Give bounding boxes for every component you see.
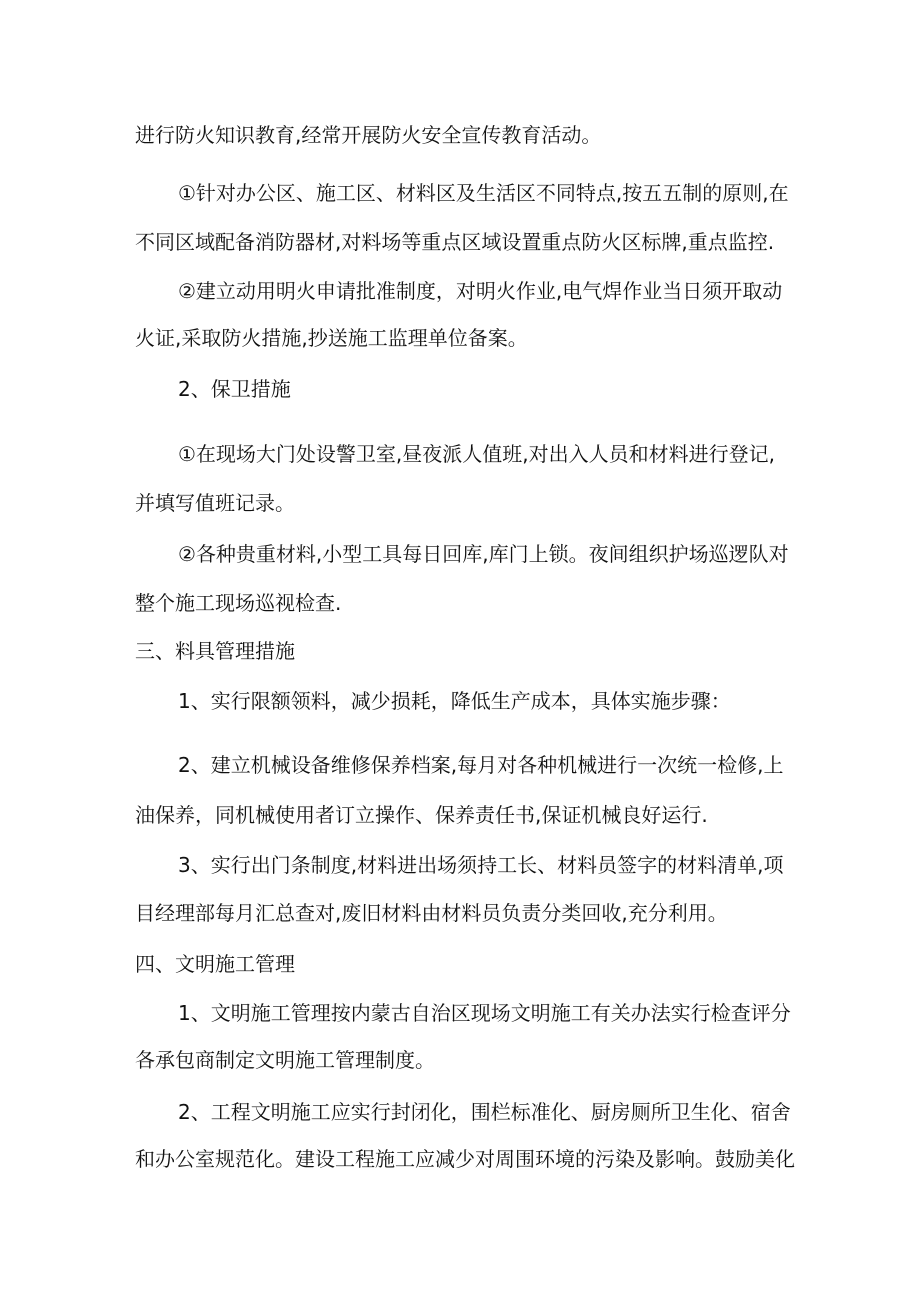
text-line: 1、文明施工管理按内蒙古自治区现场文明施工有关办法实行检查评分 <box>178 1001 791 1025</box>
section-heading: 四、文明施工管理 <box>135 952 295 976</box>
text-line: 整个施工现场巡视检查. <box>135 591 342 615</box>
text-line: ②建立动用明火申请批准制度，对明火作业,电气焊作业当日须开取动 <box>178 279 783 303</box>
text-line: 2、工程文明施工应实行封闭化，围栏标准化、厨房厕所卫生化、宿舍 <box>178 1100 791 1124</box>
text-line: ①在现场大门处设警卫室,昼夜派人值班,对出入人员和材料进行登记, <box>178 442 776 466</box>
text-line: 并填写值班记录。 <box>135 491 295 515</box>
text-line: 3、实行出门条制度,材料进出场须持工长、材料员签字的材料清单,项 <box>178 853 784 877</box>
text-line: 1、实行限额领料，减少损耗，降低生产成本，具体实施步骤： <box>178 689 731 713</box>
text-line: 火证,采取防火措施,抄送施工监理单位备案。 <box>135 326 528 350</box>
text-line: 和办公室规范化。建设工程施工应减少对周围环境的污染及影响。鼓励美化 <box>135 1147 795 1171</box>
text-line: 各承包商制定文明施工管理制度。 <box>135 1048 435 1072</box>
text-line: 目经理部每月汇总查对,废旧材料由材料员负责分类回收,充分利用。 <box>135 901 728 925</box>
text-line: ②各种贵重材料,小型工具每日回库,库门上锁。夜间组织护场巡逻队对 <box>178 542 789 566</box>
text-line: 进行防火知识教育,经常开展防火安全宣传教育活动。 <box>135 123 602 147</box>
section-heading: 三、料具管理措施 <box>135 639 295 663</box>
text-line: 油保养，同机械使用者订立操作、保养责任书,保证机械良好运行. <box>135 803 708 827</box>
section-heading: 2、保卫措施 <box>178 377 291 401</box>
text-line: 2、建立机械设备维修保养档案,每月对各种机械进行一次统一检修,上 <box>178 753 784 777</box>
text-line: 不同区域配备消防器材,对料场等重点区域设置重点防火区标牌,重点监控. <box>135 230 775 254</box>
text-line: ①针对办公区、施工区、材料区及生活区不同特点,按五五制的原则,在 <box>178 181 789 205</box>
